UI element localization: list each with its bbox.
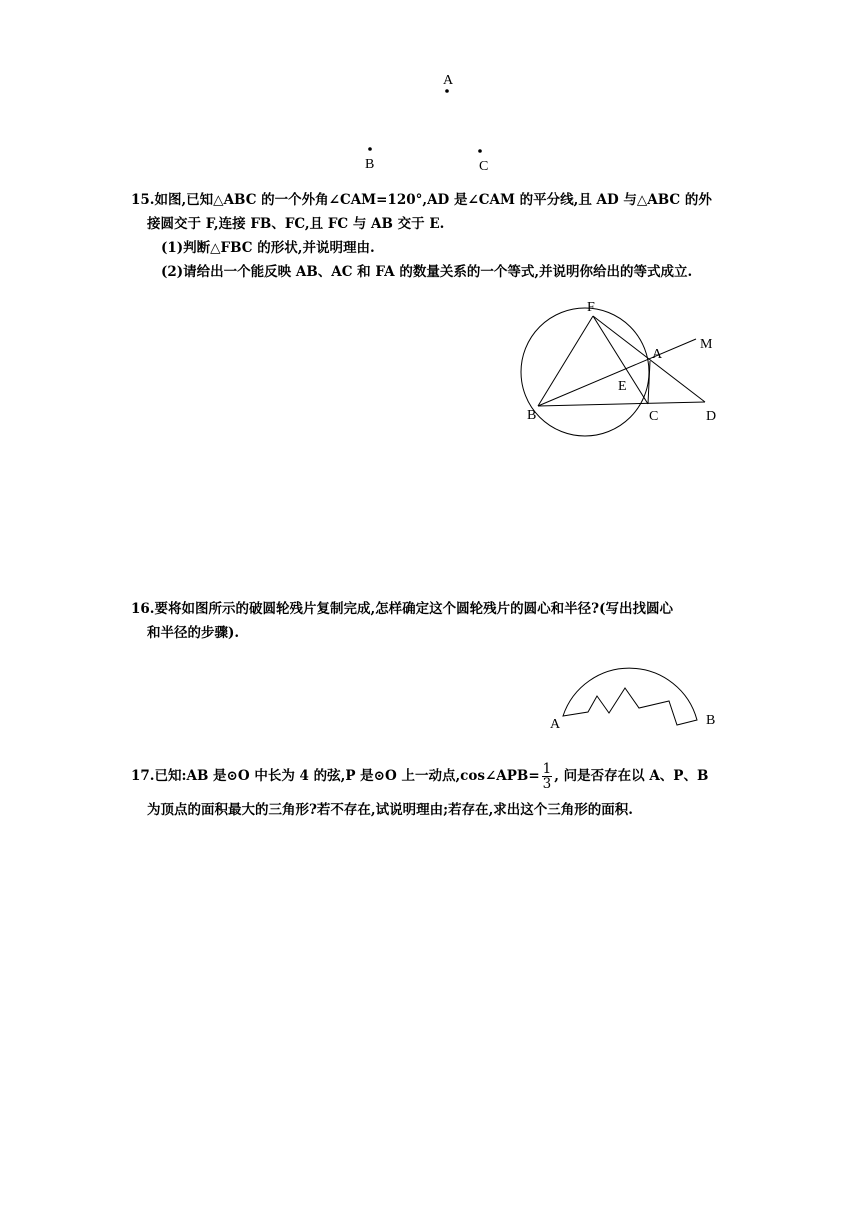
label-e: E	[618, 379, 627, 394]
segment-fb	[538, 316, 593, 406]
label-a: A	[652, 347, 663, 362]
q16-line1: 16.要将如图所示的破圆轮残片复制完成,怎样确定这个圆轮残片的圆心和半径?(写出找圆心	[131, 601, 673, 617]
q17-line1	[131, 762, 708, 791]
q15-line2: 接圆交于 F,连接 FB、FC,且 FC 与 AB 交于 E.	[147, 216, 445, 232]
fraction-numerator: 1	[542, 761, 552, 777]
q15-sub1: (1)判断△FBC 的形状,并说明理由.	[161, 240, 375, 256]
q15-sub2: (2)请给出一个能反映 AB、AC 和 FA 的数量关系的一个等式,并说明你给出的等式成立.	[161, 264, 693, 280]
segment-bd	[538, 402, 705, 406]
wheel-fragment-outline	[563, 668, 697, 725]
label-m: M	[700, 337, 713, 352]
q17-line1-end: , 问是否存在以 A、P、B	[554, 768, 709, 784]
label-a: A	[550, 717, 561, 732]
fraction-denominator: 3	[542, 776, 552, 792]
label-c: C	[649, 409, 659, 424]
circumcircle	[521, 308, 649, 436]
label-b: B	[706, 713, 716, 728]
label-c: C	[479, 159, 489, 174]
label-b: B	[365, 157, 375, 172]
label-d: D	[706, 409, 717, 424]
q16-wheel-fragment-figure	[545, 650, 725, 740]
fraction-one-third	[542, 762, 553, 791]
segment-bam	[538, 339, 696, 406]
q16-line2: 和半径的步骤).	[147, 625, 240, 641]
point-c	[478, 149, 482, 153]
label-a: A	[443, 73, 454, 88]
top-points-figure	[350, 66, 510, 176]
q17-line2: 为顶点的面积最大的三角形?若不存在,试说明理由;若存在,求出这个三角形的面积.	[147, 802, 633, 818]
label-f: F	[587, 300, 595, 315]
q15-line1: 15.如图,已知△ABC 的一个外角∠CAM=120°,AD 是∠CAM 的平分线,且 AD 与△ABC 的外	[131, 192, 712, 208]
q17-line1-start: 17.已知:AB 是⊙O 中长为 4 的弦,P 是⊙O 上一动点,cos∠APB=	[131, 768, 540, 784]
point-b	[368, 147, 372, 151]
q15-circle-figure	[520, 296, 730, 446]
label-b: B	[527, 408, 537, 423]
point-a	[445, 89, 449, 93]
